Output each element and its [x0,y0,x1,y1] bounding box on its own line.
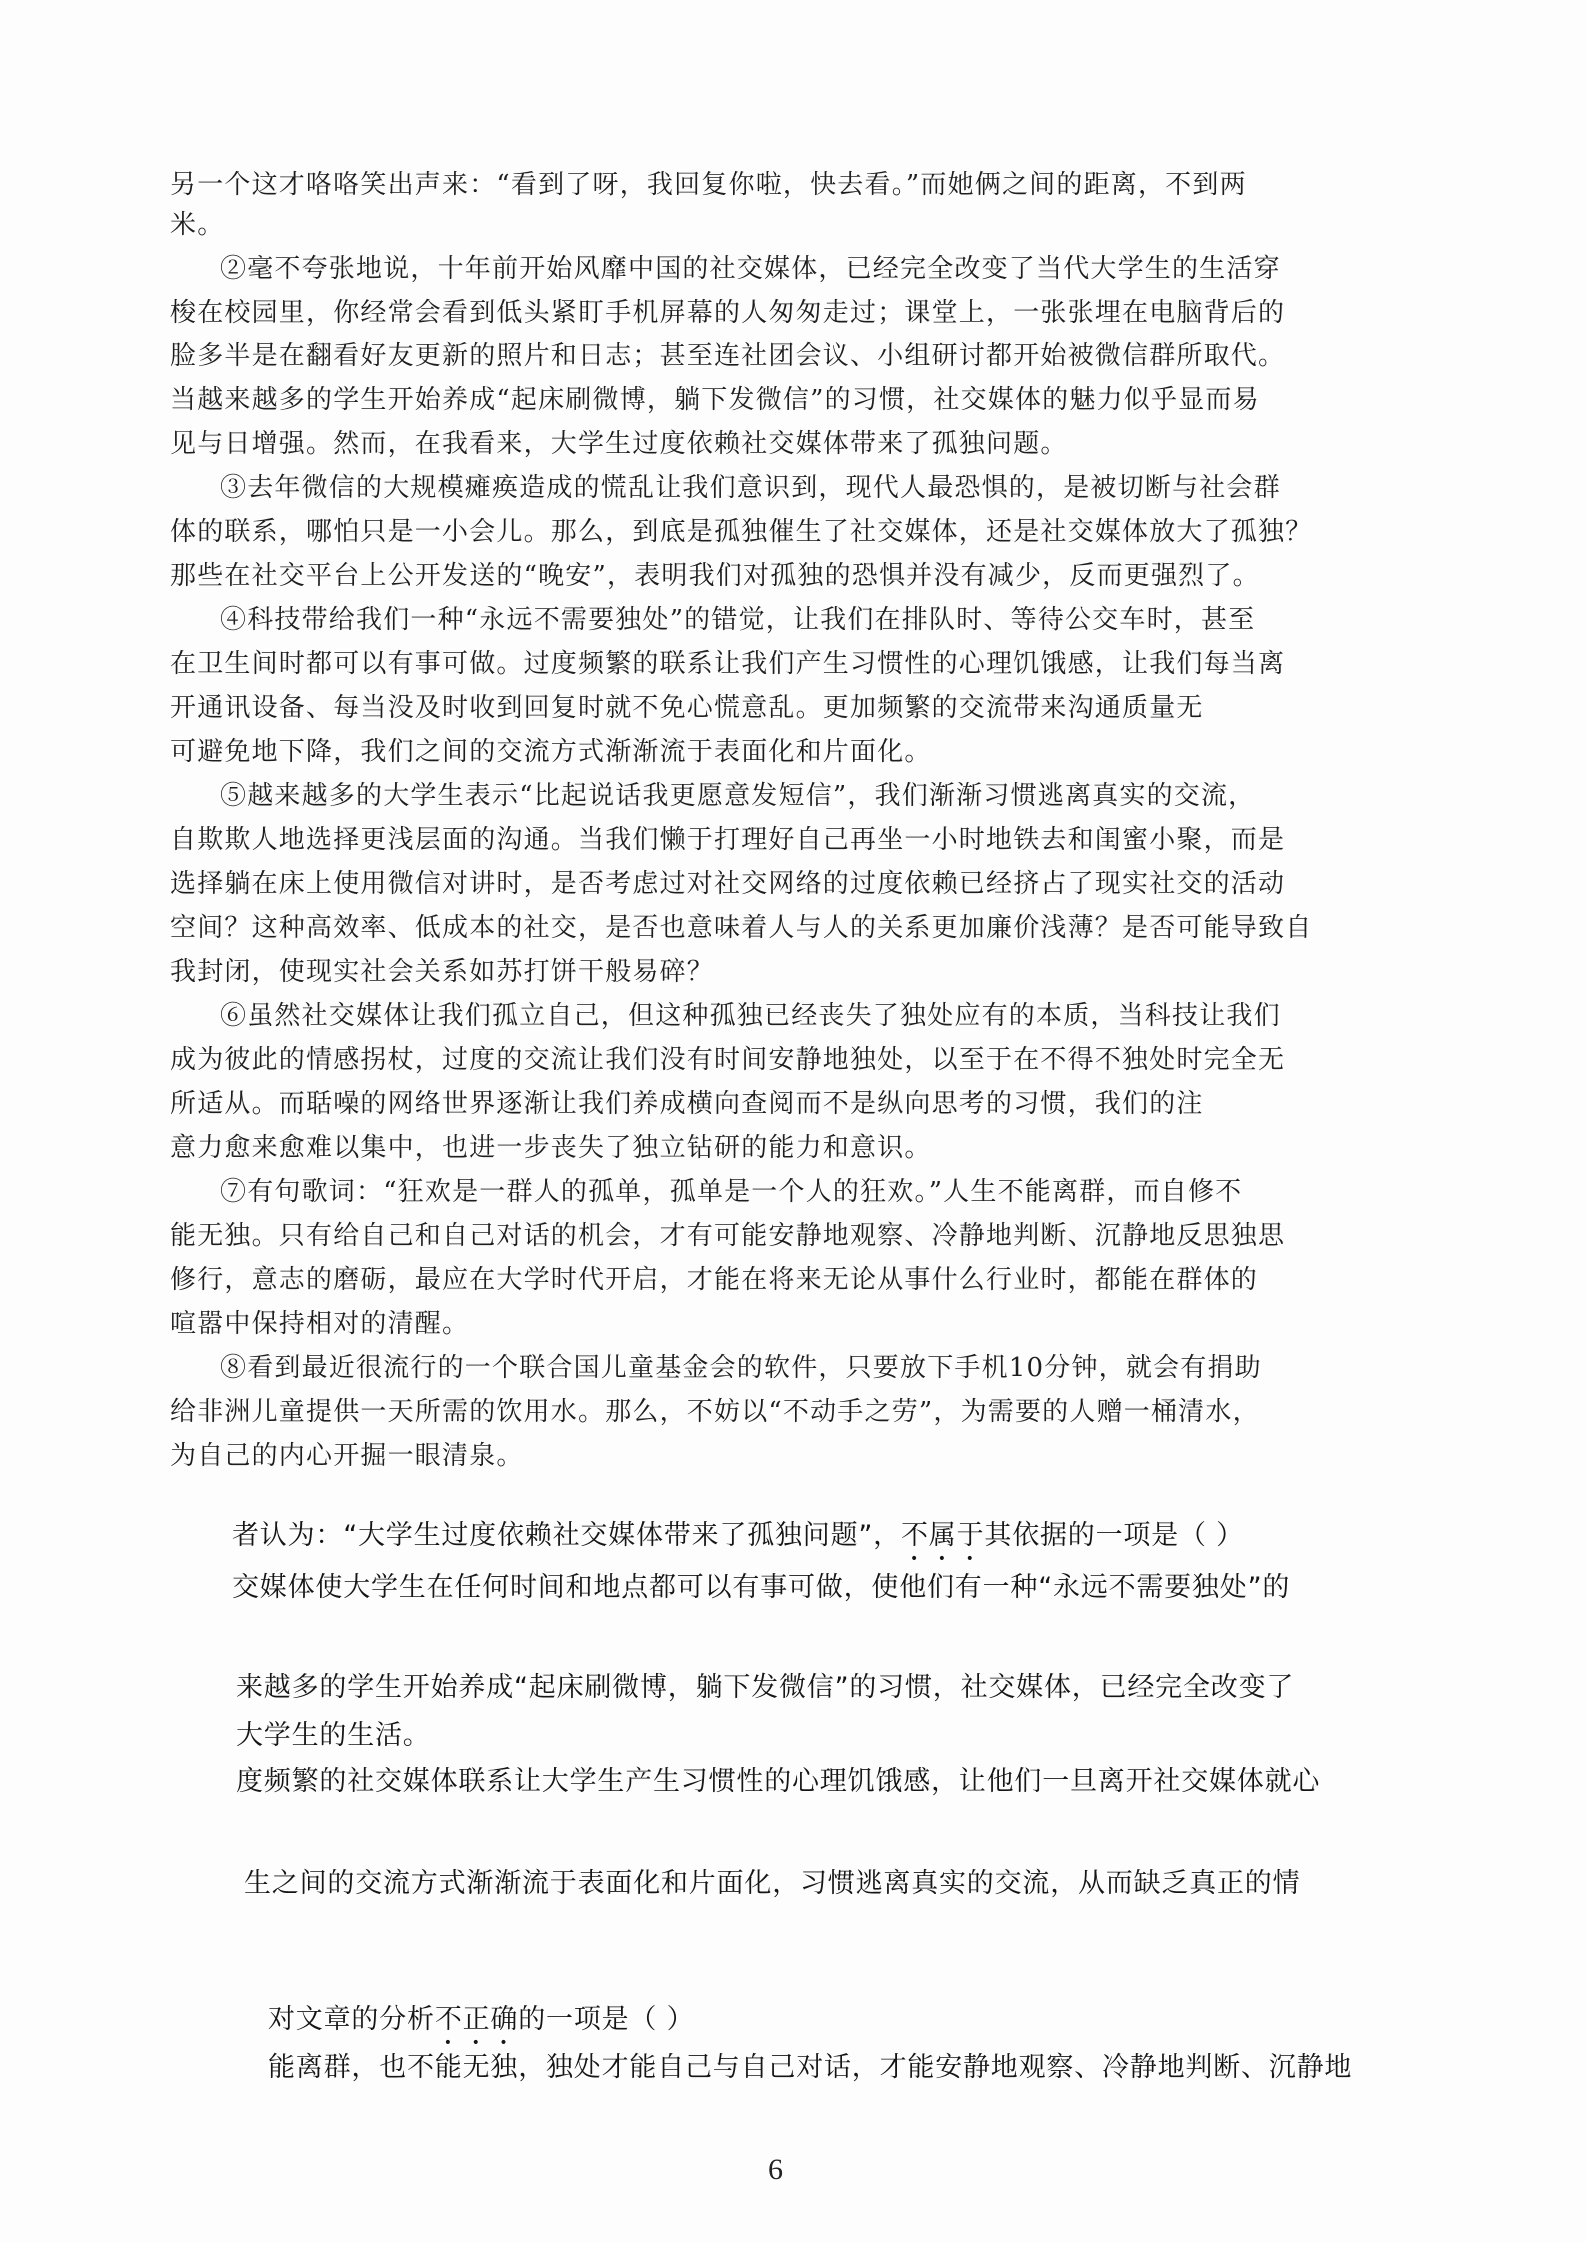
passage-line: 开通讯设备、每当没及时收到回复时就不免心慌意乱。更加频繁的交流带来沟通质量无 [170,693,1204,723]
question-1-stem-after: 其依据的一项是（ ） [984,1520,1244,1551]
question-2-stem-emphasis: 不正确 [434,2004,519,2035]
passage-line: 选择躺在床上使用微信对讲时，是否考虑过对社交网络的过度依赖已经挤占了现实社交的活动 [170,869,1286,899]
passage-line: ⑥虽然社交媒体让我们孤立自己，但这种孤独已经丧失了独处应有的本质，当科技让我们 [220,1001,1281,1031]
page-number: 6 [768,2153,783,2186]
passage-line: 另一个这才咯咯笑出声来：“看到了呀，我回复你啦，快去看。”而她俩之间的距离，不到两 [170,170,1247,200]
passage-line: 我封闭，使现实社会关系如苏打饼干般易碎？ [170,957,715,987]
passage-line: ④科技带给我们一种“永远不需要独处”的错觉，让我们在排队时、等待公交车时，甚至 [220,605,1256,635]
passage-line: 为自己的内心开掘一眼清泉。 [170,1441,524,1471]
question-1-option-b-line1: 来越多的学生开始养成“起床刷微博，躺下发微信”的习惯，社交媒体，已经完全改变了 [236,1672,1295,1703]
passage-line: 当越来越多的学生开始养成“起床刷微博，躺下发微信”的习惯，社交媒体的魅力似乎显而易 [170,385,1260,415]
passage-line: 成为彼此的情感拐杖，过度的交流让我们没有时间安静地独处，以至于在不得不独处时完全无 [170,1045,1286,1075]
passage-line: 喧嚣中保持相对的清醒。 [170,1309,470,1339]
question-1-stem [232,1516,1244,1567]
question-1-stem-emphasis: 不属于 [900,1520,985,1551]
question-1-stem-before: 者认为：“大学生过度依赖社交媒体带来了孤独问题”， [232,1520,901,1551]
passage-line: ⑦有句歌词：“狂欢是一群人的孤单，孤单是一个人的狂欢。”人生不能离群，而自修不 [220,1177,1243,1207]
passage-line: 自欺欺人地选择更浅层面的沟通。当我们懒于打理好自己再坐一小时地铁去和闺蜜小聚，而是 [170,825,1286,855]
passage-line: 见与日增强。然而，在我看来，大学生过度依赖社交媒体带来了孤独问题。 [170,429,1068,459]
question-1-option-d: 生之间的交流方式渐渐流于表面化和片面化，习惯逃离真实的交流，从而缺乏真正的情 [244,1868,1301,1899]
passage-line: ③去年微信的大规模瘫痪造成的慌乱让我们意识到，现代人最恐惧的，是被切断与社会群 [220,473,1281,503]
passage-line: 米。 [170,210,225,240]
passage-line: ②毫不夸张地说，十年前开始风靡中国的社交媒体，已经完全改变了当代大学生的生活穿 [220,254,1281,284]
passage-line: 可避免地下降，我们之间的交流方式渐渐流于表面化和片面化。 [170,737,932,767]
passage-line: ⑧看到最近很流行的一个联合国儿童基金会的软件，只要放下手机10分钟，就会有捐助 [220,1353,1262,1383]
passage-line: 修行，意志的磨砺，最应在大学时代开启，才能在将来无论从事什么行业时，都能在群体的 [170,1265,1259,1295]
question-1-option-b-line2: 大学生的生活。 [236,1720,431,1751]
passage-line: 脸多半是在翻看好友更新的照片和日志；甚至连社团会议、小组研讨都开始被微信群所取代。 [170,341,1286,371]
question-2-stem [268,2000,694,2051]
question-2-stem-before: 对文章的分析 [268,2004,435,2035]
passage-line: 梭在校园里，你经常会看到低头紧盯手机屏幕的人匆匆走过；课堂上，一张张埋在电脑背后的 [170,298,1286,328]
passage-line: 给非洲儿童提供一天所需的饮用水。那么，不妨以“不动手之劳”，为需要的人赠一桶清水， [170,1397,1260,1427]
passage-line: 那些在社交平台上公开发送的“晚安”，表明我们对孤独的恐惧并没有减少，反而更强烈了。 [170,561,1260,591]
passage-line: 在卫生间时都可以有事可做。过度频繁的联系让我们产生习惯性的心理饥饿感，让我们每当离 [170,649,1286,679]
question-2-stem-after: 的一项是（ ） [518,2004,695,2035]
passage-line: 体的联系，哪怕只是一小会儿。那么，到底是孤独催生了社交媒体，还是社交媒体放大了孤独？ [170,517,1313,547]
passage-line: 能无独。只有给自己和自己对话的机会，才有可能安静地观察、冷静地判断、沉静地反思独思 [170,1221,1286,1251]
passage-line: ⑤越来越多的大学生表示“比起说话我更愿意发短信”，我们渐渐习惯逃离真实的交流， [220,781,1256,811]
passage-line: 意力愈来愈难以集中，也进一步丧失了独立钻研的能力和意识。 [170,1133,932,1163]
question-1-option-c: 度频繁的社交媒体联系让大学生产生习惯性的心理饥饿感，让他们一旦离开社交媒体就心 [236,1766,1321,1797]
passage-line: 所适从。而聒噪的网络世界逐渐让我们养成横向查阅而不是纵向思考的习惯，我们的注 [170,1089,1204,1119]
passage-line: 空间？这种高效率、低成本的社交，是否也意味着人与人的关系更加廉价浅薄？是否可能导致自 [170,913,1313,943]
question-2-option-a: 能离群，也不能无独，独处才能自己与自己对话，才能安静地观察、冷静地判断、沉静地 [268,2052,1353,2083]
question-1-option-a: 交媒体使大学生在任何时间和地点都可以有事可做，使他们有一种“永远不需要独处”的 [232,1572,1291,1603]
